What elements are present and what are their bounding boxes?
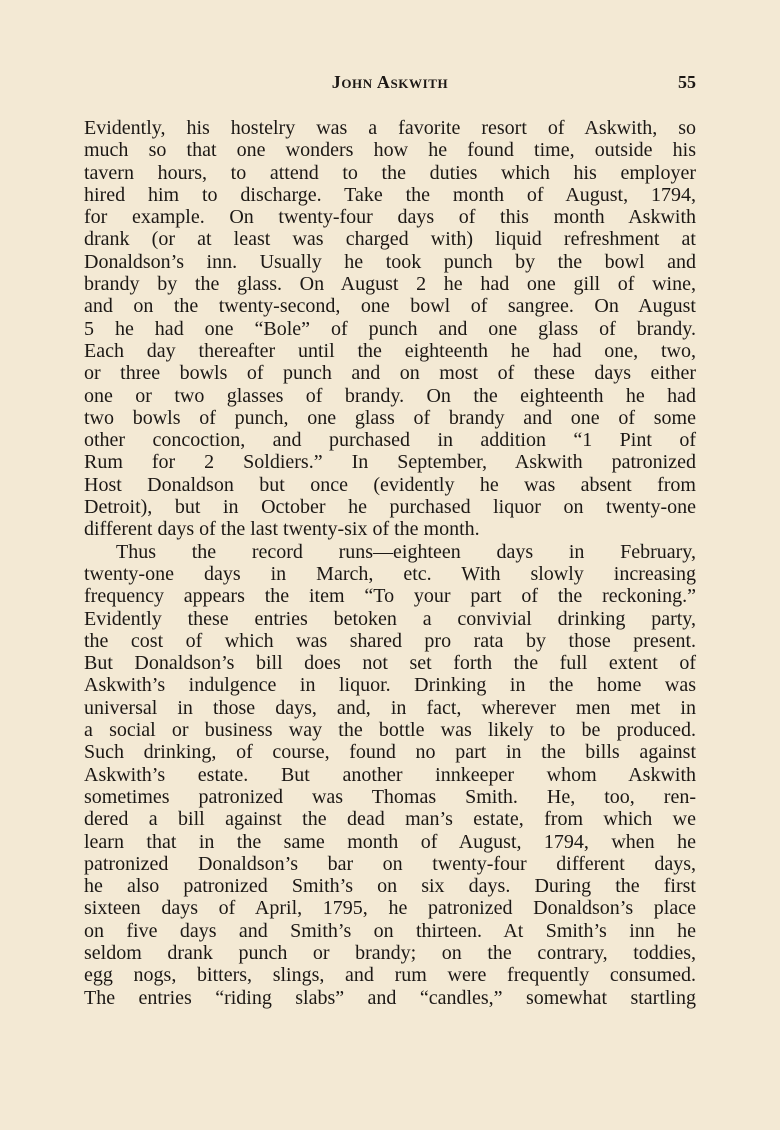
- text-line: other concoction, and purchased in addition “1 Pint of: [84, 429, 696, 452]
- text-line: tavern hours, to attend to the duties which his employer: [84, 161, 696, 184]
- text-line: frequency appears the item “To your part of the reckoning.”: [84, 585, 696, 608]
- text-line: Each day thereafter until the eighteenth he had one, two,: [84, 339, 696, 362]
- text-line: the cost of which was shared pro rata by those present.: [84, 629, 696, 652]
- text-line: sixteen days of April, 1795, he patronized Donaldson’s place: [84, 897, 696, 920]
- page-number: 55: [678, 72, 696, 92]
- text-line: But Donaldson’s bill does not set forth the full extent of: [84, 652, 696, 675]
- text-line: or three bowls of punch and on most of these days either: [84, 362, 696, 385]
- text-line: Askwith’s indulgence in liquor. Drinking in the home was: [84, 674, 696, 697]
- running-head-title: John Askwith: [331, 72, 449, 92]
- text-line: learn that in the same month of August, 1794, when he: [84, 830, 696, 853]
- text-line: drank (or at least was charged with) liquid refreshment at: [84, 228, 696, 251]
- text-line: Askwith’s estate. But another innkeeper whom Askwith: [84, 763, 696, 786]
- body-text: [84, 117, 696, 1009]
- text-line: sometimes patronized was Thomas Smith. He, too, ren-: [84, 785, 696, 808]
- text-line: Evidently these entries betoken a convivial drinking party,: [84, 607, 696, 630]
- text-line: one or two glasses of brandy. On the eighteenth he had: [84, 384, 696, 407]
- text-line: Donaldson’s inn. Usually he took punch by the bowl and: [84, 250, 696, 273]
- text-line: hired him to discharge. Take the month of August, 1794,: [84, 183, 696, 206]
- text-line: Host Donaldson but once (evidently he was absent from: [84, 473, 696, 496]
- text-line: a social or business way the bottle was likely to be produced.: [84, 719, 696, 742]
- text-line: Thus the record runs—eighteen days in February,: [116, 540, 696, 563]
- text-line: twenty-one days in March, etc. With slowly increasing: [84, 562, 696, 585]
- text-line: universal in those days, and, in fact, wherever men met in: [84, 696, 696, 719]
- text-line: two bowls of punch, one glass of brandy and one of some: [84, 406, 696, 429]
- text-line: Such drinking, of course, found no part in the bills against: [84, 741, 696, 764]
- text-line: The entries “riding slabs” and “candles,” somewhat startling: [84, 986, 696, 1009]
- text-line: he also patronized Smith’s on six days. During the first: [84, 875, 696, 898]
- text-line: patronized Donaldson’s bar on twenty-four different days,: [84, 852, 696, 875]
- text-line: brandy by the glass. On August 2 he had one gill of wine,: [84, 273, 696, 296]
- text-line: seldom drank punch or brandy; on the contrary, toddies,: [84, 941, 696, 964]
- text-line: Detroit), but in October he purchased liquor on twenty-one: [84, 496, 696, 519]
- text-line: and on the twenty-second, one bowl of sangree. On August: [84, 295, 696, 318]
- text-line: for example. On twenty-four days of this month Askwith: [84, 206, 696, 229]
- text-line: egg nogs, bitters, slings, and rum were frequently consumed.: [84, 964, 696, 987]
- text-line: dered a bill against the dead man’s estate, from which we: [84, 808, 696, 831]
- text-line: much so that one wonders how he found time, outside his: [84, 139, 696, 162]
- text-line: different days of the last twenty-six of the month.: [84, 518, 480, 541]
- running-head: [84, 72, 696, 98]
- text-line: 5 he had one “Bole” of punch and one glass of brandy.: [84, 317, 696, 340]
- text-line: Rum for 2 Soldiers.” In September, Askwith patronized: [84, 451, 696, 474]
- text-line: Evidently, his hostelry was a favorite resort of Askwith, so: [84, 117, 696, 139]
- text-line: on five days and Smith’s on thirteen. At Smith’s inn he: [84, 919, 696, 942]
